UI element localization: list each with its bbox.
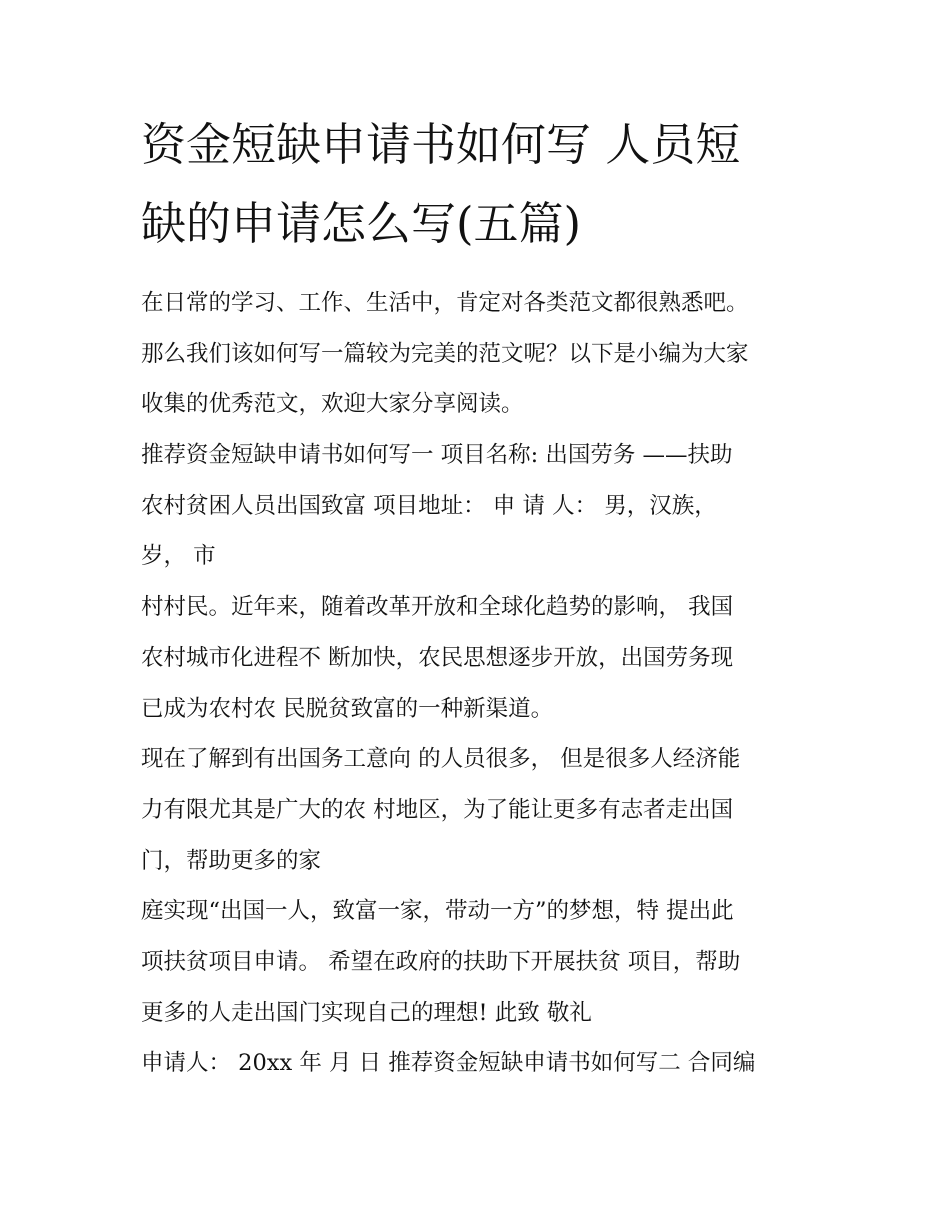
body-line: 已成为农村农 民脱贫致富的一种新渠道。 bbox=[141, 695, 554, 722]
body-line: 项扶贫项目申请。 希望在政府的扶助下开展扶贫 项目，帮助 bbox=[141, 948, 741, 975]
title-line: 资金短缺申请书如何写 人员短 bbox=[141, 118, 741, 171]
body-line: 现在了解到有出国务工意向 的人员很多， 但是很多人经济能 bbox=[141, 746, 741, 773]
body-line: 门，帮助更多的家 bbox=[141, 847, 322, 874]
body-line: 庭实现“出国一人，致富一家，带动一方”的梦想，特 提出此 bbox=[141, 898, 734, 925]
body-line: 农村城市化进程不 断加快，农民思想逐步开放，出国劳务现 bbox=[141, 644, 734, 671]
body-line: 申请人： 20xx 年 月 日 推荐资金短缺申请书如何写二 合同编 bbox=[141, 1050, 756, 1077]
body-line: 更多的人走出国门实现自己的理想! 此致 敬礼 bbox=[141, 999, 592, 1026]
document-title bbox=[141, 118, 841, 251]
title-line: 缺的申请怎么写(五篇) bbox=[141, 197, 582, 250]
body-line: 那么我们该如何写一篇较为完美的范文呢？以下是小编为大家 bbox=[141, 340, 749, 367]
body-line: 推荐资金短缺申请书如何写一 项目名称: 出国劳务 ——扶助 bbox=[141, 442, 733, 469]
body-line: 岁， 市 bbox=[141, 543, 216, 570]
document-body bbox=[141, 278, 831, 1089]
body-line: 农村贫困人员出国致富 项目地址： 申 请 人： 男，汉族， bbox=[141, 492, 717, 519]
body-line: 在日常的学习、工作、生活中，肯定对各类范文都很熟悉吧。 bbox=[141, 290, 749, 316]
body-line: 收集的优秀范文，欢迎大家分享阅读。 bbox=[141, 391, 524, 418]
body-line: 力有限尤其是广大的农 村地区，为了能让更多有志者走出国 bbox=[141, 796, 734, 823]
body-line: 村村民。近年来，随着改革开放和全球化趋势的影响， 我国 bbox=[141, 594, 734, 621]
